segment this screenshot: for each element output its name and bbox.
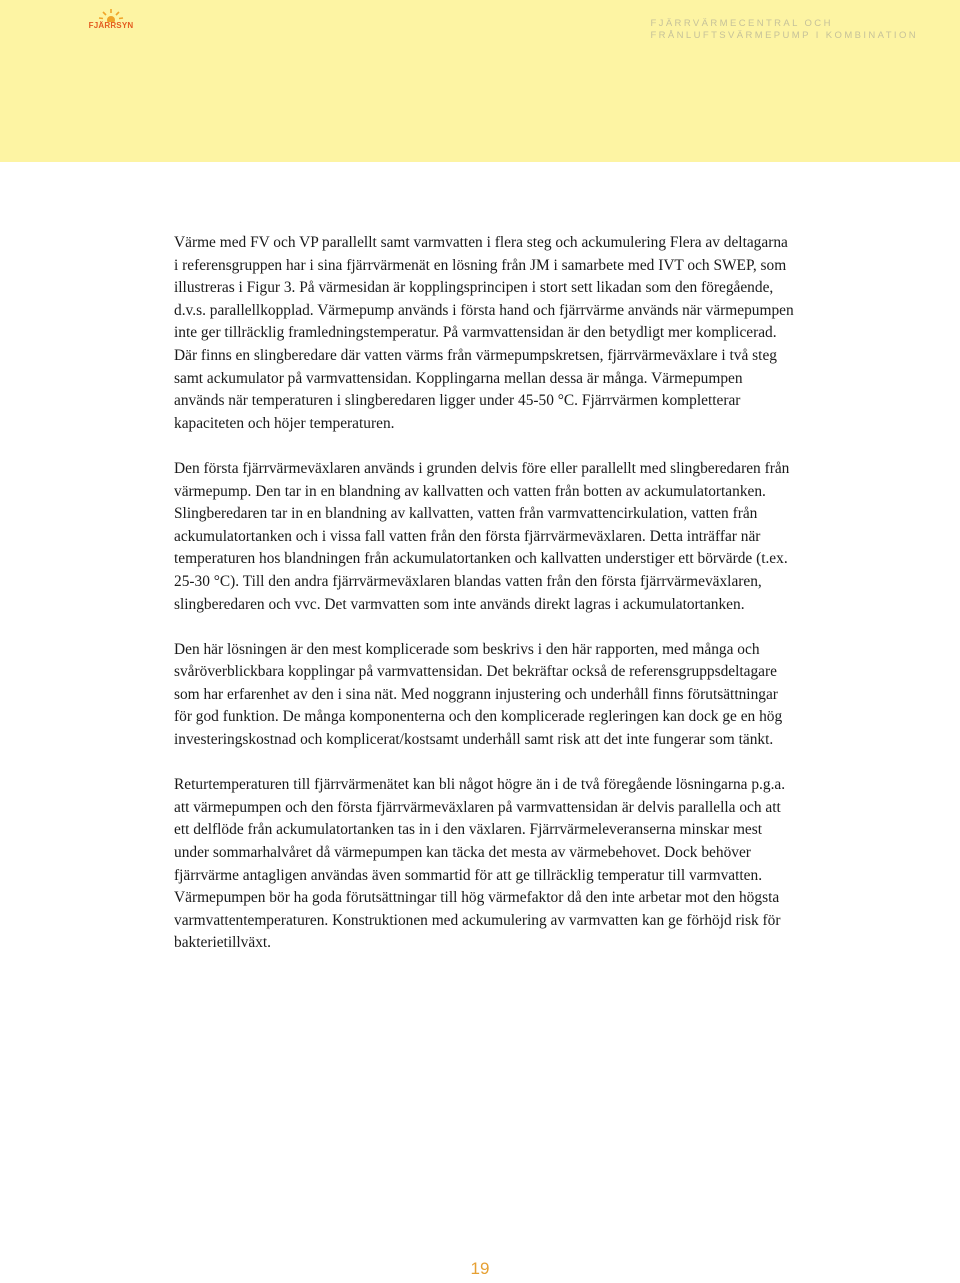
logo-text: FJÄRRSYN — [88, 21, 134, 30]
header-band — [0, 0, 960, 162]
document-title-line-1: FJÄRRVÄRMECENTRAL OCH — [650, 18, 833, 29]
document-title — [650, 18, 918, 42]
body-text — [174, 232, 794, 978]
fjarrsyn-logo — [84, 6, 144, 36]
page-number: 19 — [470, 1259, 490, 1278]
paragraph: Den här lösningen är den mest komplicerade som beskrivs i den här rapporten, med många och svåröverblickbara kopplingar på varmvattensidan. Det bekräftar också de referensgruppsdeltagare som har erfarenhet av den i sina nät. Med noggrann injustering och underhåll finns förutsättningar för god funktion. De många komponenterna och den komplicerade regleringen kan dock ge en hög investeringskostnad och komplicerat/kostsamt underhåll samt risk att det inte fungerar som tänkt. — [174, 640, 783, 749]
paragraph: Returtemperaturen till fjärrvärmenätet kan bli något högre än i de två föregående lösningarna p.g.a. att värmepumpen och den första fjärrvärmeväxlaren på varmvattensidan är delvis parallella och att ett delflöde från ackumulatortanken tas in i den växlaren. Fjärrvärmeleveranserna minskar mest under sommarhalvåret då värmepumpen kan täcka det mesta av värmebehovet. Dock behöver fjärrvärme antagligen användas även sommartid för att ge tillräcklig temperatur till varmvatten. Värmepumpen bör ha goda förutsättningar till hög värmefaktor då den inte arbetar mot den högsta varmvattentemperaturen. Konstruktionen med ackumulering av varmvatten kan ge förhöjd risk för bakterietillväxt. — [174, 776, 786, 952]
paragraph: Den första fjärrvärmeväxlaren används i grunden delvis före eller parallellt med slingberedaren från värmepump. Den tar in en blandning av kallvatten och vatten från botten av ackumulatortanken. Slingberedaren tar in en blandning av kallvatten, vatten från varmvattencirkulation, vatten från ackumulatortanken och i vissa fall vatten från den första fjärrvärmeväxlaren. Detta inträffar när temperaturen hos blandningen från ackumulatortanken och kallvatten understiger ett börvärde (t.ex. 25-30 °C). Till den andra fjärrvärmeväxlaren blandas vatten från den första fjärrvärmeväxlaren, slingberedaren och vvc. Det varmvatten som inte används direkt lagras i ackumulatortanken. — [174, 459, 790, 613]
paragraph: Värme med FV och VP parallellt samt varmvatten i flera steg och ackumulering Flera av deltagarna i referensgruppen har i sina fjärrvärmenät en lösning från JM i samarbete med IVT och SWEP, som illustreras i Figur 3. På värmesidan är kopplingsprincipen i stort sett likadan som den föregående, d.v.s. parallellkopplad. Värmepump används i första hand och fjärrvärme används när värmepumpen inte ger tillräcklig framledningstemperatur. På varmvattensidan är den betydligt mer komplicerad. Där finns en slingberedare där vatten värms från värmepumpskretsen, fjärrvärmeväxlare i två steg samt ackumulator på varmvattensidan. Kopplingarna mellan dessa är många. Värmepumpen används när temperaturen i slingberedaren ligger under 45-50 °C. Fjärrvärmen kompletterar kapaciteten och höjer temperaturen. — [174, 234, 794, 432]
sun-icon — [84, 6, 138, 22]
document-title-line-2: FRÅNLUFTSVÄRMEPUMP I KOMBINATION — [650, 30, 918, 41]
